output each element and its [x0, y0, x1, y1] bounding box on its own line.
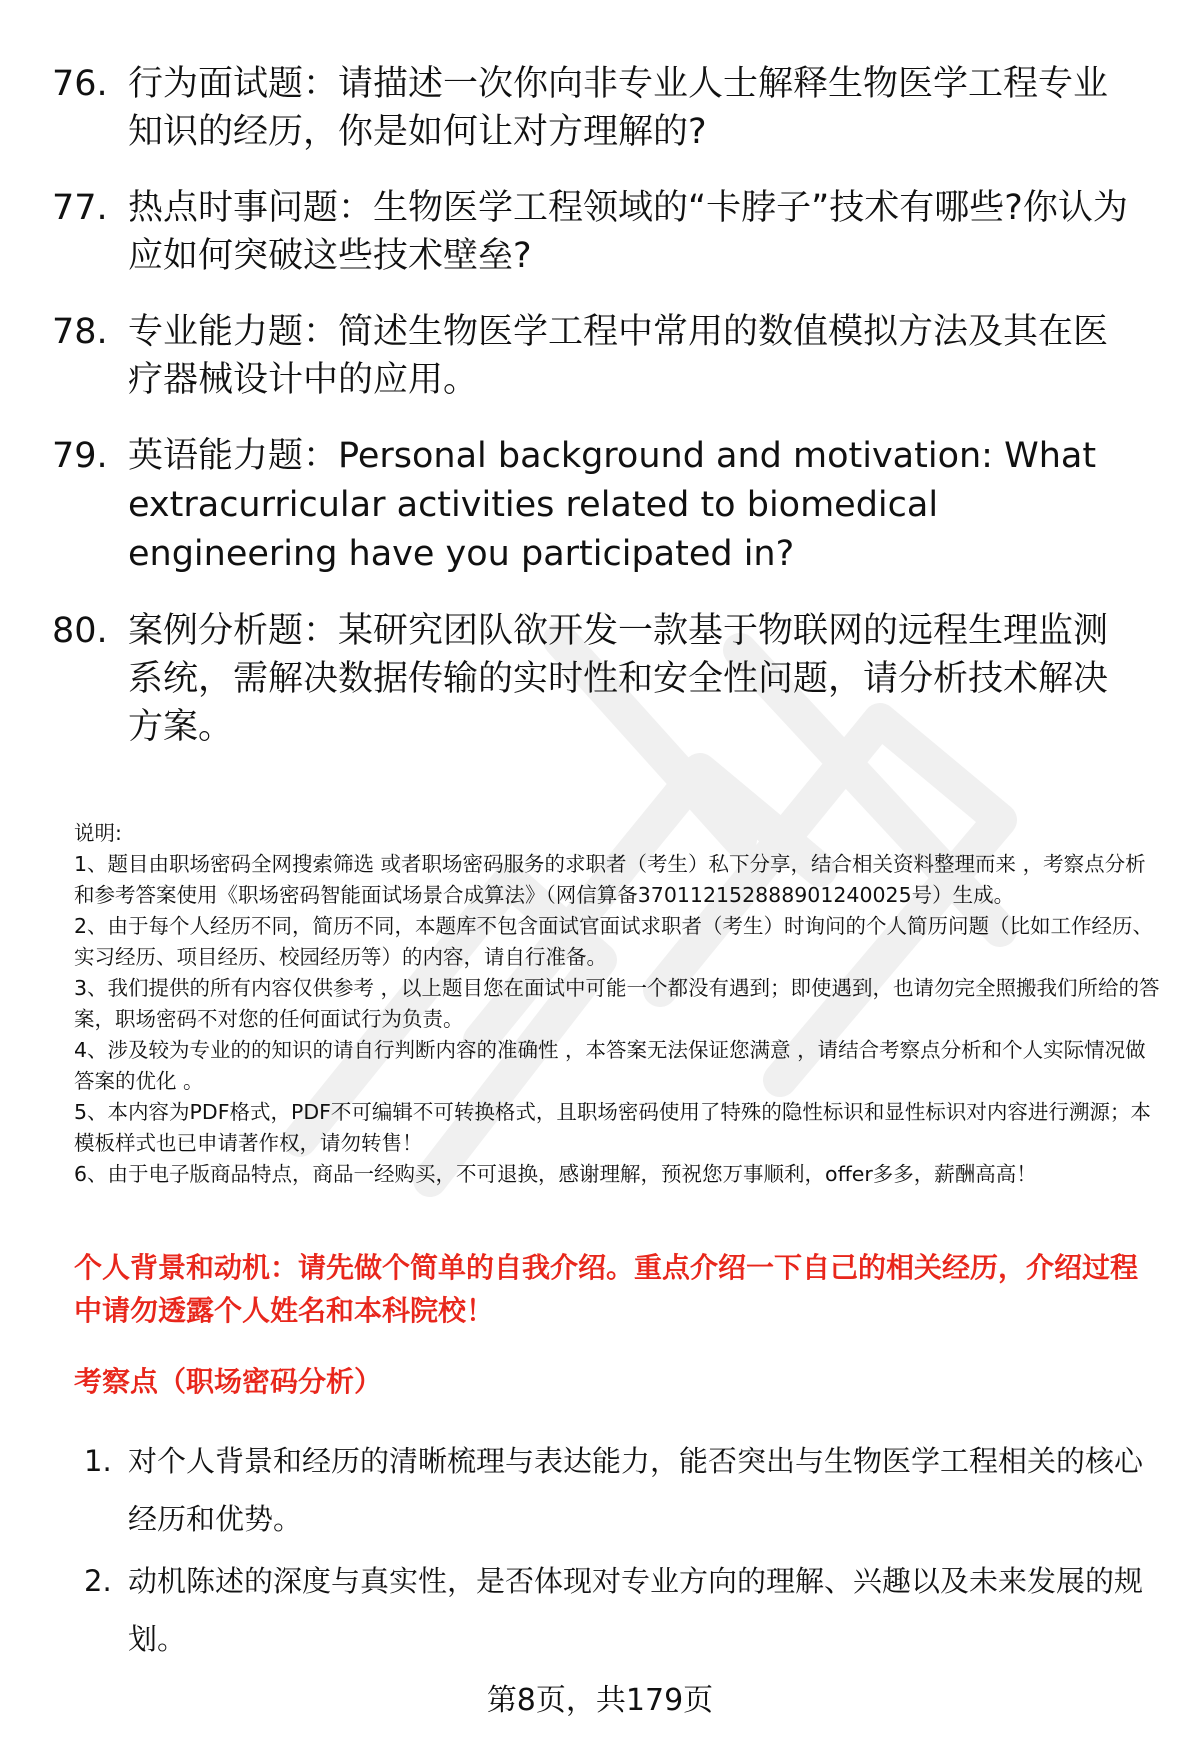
question-list	[52, 60, 1152, 779]
note-item: 5、本内容为PDF格式，PDF不可编辑不可转换格式，且职场密码使用了特殊的隐性标识和显性标识对内容进行溯源；本模板样式也已申请著作权，请勿转售！	[74, 1100, 1151, 1155]
page-footer: 第8页，共179页	[486, 1683, 714, 1718]
note-item: 4、涉及较为专业的的知识的请自行判断内容的准确性 ，本答案无法保证您满意 ，请结合考察点分析和个人实际情况做答案的优化 。	[74, 1038, 1146, 1093]
point-number: 2.	[84, 1564, 112, 1598]
note-item: 3、我们提供的所有内容仅供参考 ，以上题目您在面试中可能一个都没有遇到；即使遇到，也请勿完全照搬我们所给的答案，职场密码不对您的任何面试行为负责。	[74, 976, 1160, 1031]
point-text: 对个人背景和经历的清晰梳理与表达能力，能否突出与生物医学工程相关的核心经历和优势。	[128, 1444, 1144, 1536]
highlighted-question: 个人背景和动机：请先做个简单的自我介绍。重点介绍一下自己的相关经历，介绍过程中请勿透露个人姓名和本科院校！	[74, 1251, 1139, 1327]
point-text: 动机陈述的深度与真实性，是否体现对专业方向的理解、兴趣以及未来发展的规划。	[128, 1564, 1144, 1656]
analysis-section-title: 考察点（职场密码分析）	[74, 1365, 383, 1398]
question-item	[52, 308, 1152, 404]
analysis-point	[84, 1432, 1160, 1548]
notes-heading: 说明:	[74, 821, 122, 845]
question-number: 76.	[52, 64, 108, 104]
notes-section	[74, 818, 1160, 1190]
question-text: 案例分析题：某研究团队欲开发一款基于物联网的远程生理监测系统，需解决数据传输的实时性和安全性问题，请分析技术解决方案。	[128, 611, 1109, 747]
question-item	[52, 607, 1152, 751]
note-item: 1、题目由职场密码全网搜索筛选 或者职场密码服务的求职者（考生）私下分享，结合相关资料整理而来 ，考察点分析和参考答案使用《职场密码智能面试场景合成算法》（网信算备370112152888901240025号）生成。	[74, 852, 1146, 907]
question-text: 英语能力题：Personal background and motivation: What extracurricular activities related to biomedical engineering have you participated in?	[128, 436, 1097, 574]
question-item	[52, 60, 1152, 156]
question-text: 行为面试题：请描述一次你向非专业人士解释生物医学工程专业知识的经历，你是如何让对方理解的?	[128, 64, 1109, 152]
point-number: 1.	[84, 1444, 112, 1478]
note-item: 2、由于每个人经历不同，简历不同，本题库不包含面试官面试求职者（考生）时询问的个人简历问题（比如工作经历、实习经历、项目经历、校园经历等）的内容，请自行准备。	[74, 914, 1154, 969]
question-text: 热点时事问题：生物医学工程领域的“卡脖子”技术有哪些?你认为应如何突破这些技术壁垒?	[128, 188, 1128, 276]
question-text: 专业能力题：简述生物医学工程中常用的数值模拟方法及其在医疗器械设计中的应用。	[128, 312, 1109, 400]
analysis-point-list	[84, 1432, 1160, 1672]
question-item	[52, 184, 1152, 280]
question-item	[52, 432, 1152, 579]
note-item: 6、由于电子版商品特点，商品一经购买，不可退换，感谢理解，预祝您万事顺利，offer多多，薪酬高高！	[74, 1162, 1037, 1186]
analysis-point	[84, 1552, 1160, 1668]
question-number: 79.	[52, 436, 108, 476]
question-number: 80.	[52, 611, 108, 651]
question-number: 77.	[52, 188, 108, 228]
question-number: 78.	[52, 312, 108, 352]
